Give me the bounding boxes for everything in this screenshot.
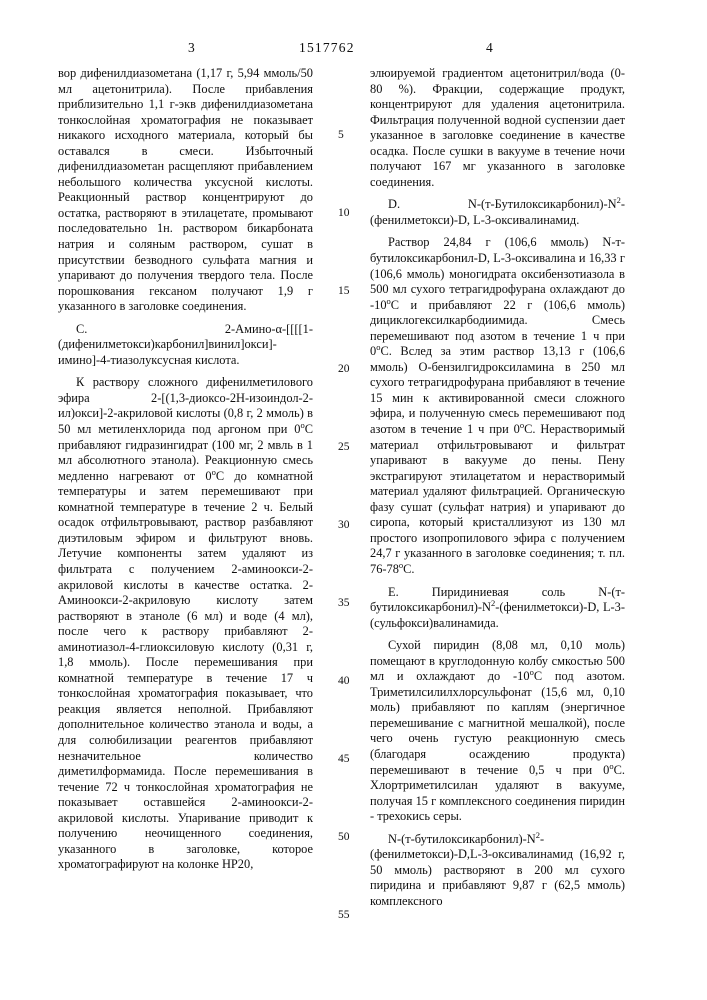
right-page-number: 4 <box>486 40 494 55</box>
paragraph: D. $N-(т-Бутилоксикарбонил)-N^2-(фенилметокси)-D$, L-3-оксивалинамид. <box>370 195 625 227</box>
paragraph: элюируемой градиентом ацетонитрил/вода (0-80 %). Фракции, содержащие продукт, концентрируют для удаления ацетонитрила. Фильтрация полученной водной суспензии дает указанное в заголовке соединение в качестве осадка. После сушки в вакууме в течение ночи получают 167 мг указанного в заголовке соединения. <box>370 66 625 189</box>
line-number: 55 <box>338 909 350 921</box>
paragraph: Е. Пиридиниевая соль $N-(т-бутилоксикарбонил)-N^2-(фенилметокси)-D$, L-3-(сульфокси)валинамида. <box>370 584 625 630</box>
paragraph: вор дифенилдиазометана (1,17 г, 5,94 ммоль/50 мл ацетонитрила). После прибавления приблизительно 1,1 г-экв дифенилдиазометана тонкослойная хроматография не показывает никакого исходного материала, который бы оставался в смеси. Избыточный дифенилдиазометан расщепляют прибавлением небольшого количества уксусной кислоты. Реакционный раствор концентрируют до остатка, растворяют в этилацетате, промывают последовательно 1н. раствором бикарбоната натрия и соляным раствором, сушат в присутствии безводного сульфата магния и упаривают до получения твердого тела. После порошкования гексаном получают 1,9 г указанного в заголовке соединения. <box>58 66 313 314</box>
line-number: 10 <box>338 207 350 219</box>
line-number: 15 <box>338 285 350 297</box>
line-number: 20 <box>338 363 350 375</box>
page-header <box>0 40 707 60</box>
paragraph: Сухой пиридин (8,08 мл, 0,10 моль) помещают в круглодонную колбу смкостью 500 мл и охлаждают до -10$^o$С под азотом. Триметилсилилхлорсульфонат (15,6 мл, 0,10 моль) прибавляют по каплям (энергичное перемешивание с магнитной мешалкой), после чего очень густую реакционную смесь (благодаря осаждению продукта) перемешивают в течение 0,5 ч при 0$^o$С. Хлортриметилсилан удаляют в вакууме, получая 15 г комплексного соединения пиридин - трехокись серы. <box>370 638 625 824</box>
line-number: 50 <box>338 831 350 843</box>
paragraph: Раствор 24,84 г (106,6 ммоль) N-т-бутилоксикарбонил-D, L-3-оксивалина и 16,33 г (106,6 ммоль) моногидрата оксибензотиазола в 500 мл сухого тетрагидрофурана охлаждают до -10$^o$С и прибавляют 22 г (106,6 ммоль) дициклогексилкарбодиимида. Смесь перемешивают под азотом в течение 1 ч при 0$^o$С. Вслед за этим раствор 13,13 г (106,6 ммоль) О-бензилгидроксиламина в 250 мл сухого тетрагидрофурана прибавляют в течение 15 мин к активированной смеси сложного эфира, и полученную смесь перемешивают под азотом в течение 1 ч при 0$^o$С. Нерастворимый материал отфильтровывают и фильтрат упаривают в вакууме до пены. Пену экстрагируют этилацетатом и нерастворимый материал удаляют фильтрацией. Органическую фазу сушат (сульфат натрия) и упаривают до сиропа, который кристаллизуют из 130 мл простого изопропилового эфира с получением 24,7 г указанного в заголовке соединения; т. пл. 76-78$^o$С. <box>370 235 625 576</box>
line-number: 35 <box>338 597 350 609</box>
line-number: 45 <box>338 753 350 765</box>
right-text-column <box>370 66 625 909</box>
line-number: 25 <box>338 441 350 453</box>
line-number: 5 <box>338 129 344 141</box>
left-page-number: 3 <box>188 40 196 55</box>
patent-number: 1517762 <box>299 40 355 55</box>
left-text-column <box>58 66 313 873</box>
paragraph: С. 2-Амино-α-[[[[1-(дифенилметокси)карбонил]винил]окси]-имино]-4-тиазолуксусная кислота. <box>58 321 313 367</box>
paragraph: К раствору сложного дифенилметилового эфира 2-[(1,3-диоксо-2Н-изоиндол-2-ил)окси]-2-акриловой кислоты (0,8 г, 2 ммоль) в 50 мл метиленхлорида под аргоном при 0$^o$С прибавляют гидразингидрат (100 мг, 2 мвль в 1 мл абсолютного этанола). Реакционную смесь медленно нагревают от 0$^o$С до комнатной температуры и затем перемешивают при комнатной температуре в течение 2 ч. Белый осадок отфильтровывают, раствор разбавляют диэтиловым эфиром и фильтруют вновь. Летучие компоненты затем удаляют из фильтрата с получением 2-аминоокси-2-акриловой кислоты в качестве остатка. 2-Аминоокси-2-акриловую кислоту затем растворяют в этаноле (6 мл) и воде (4 мл), после чего к раствору прибавляют 2-аминотиазол-4-глиоксиловую кислоту (0,31 г, 1,8 ммоль). После перемешивания при комнатной температуре в течение 17 ч тонкослойная хроматография показывает, что реакция является неполной. Прибавляют дополнительное количество этанола и воды, а для солюбилизации реагентов прибавляют незначительное количество диметилформамида. После перемешивания в течение 72 ч тонкослойная хроматография не показывает оставшейся 2-аминоокси-2-акриловой кислоты. Упаривание приводит к получению неочищенного соединения, указанного в заголовке, которое хроматографируют на колонке НР20, <box>58 375 313 872</box>
paragraph: $N-(т-бутилоксикарбонил)-N^2-(фенилметокси)-D,L-3$-оксивалинамид (16,92 г, 50 ммоль) растворяют в 200 мл сухого пиридина и прибавляют 9,87 г (62,5 ммоль) комплексного <box>370 829 625 908</box>
line-number: 40 <box>338 675 350 687</box>
line-number: 30 <box>338 519 350 531</box>
